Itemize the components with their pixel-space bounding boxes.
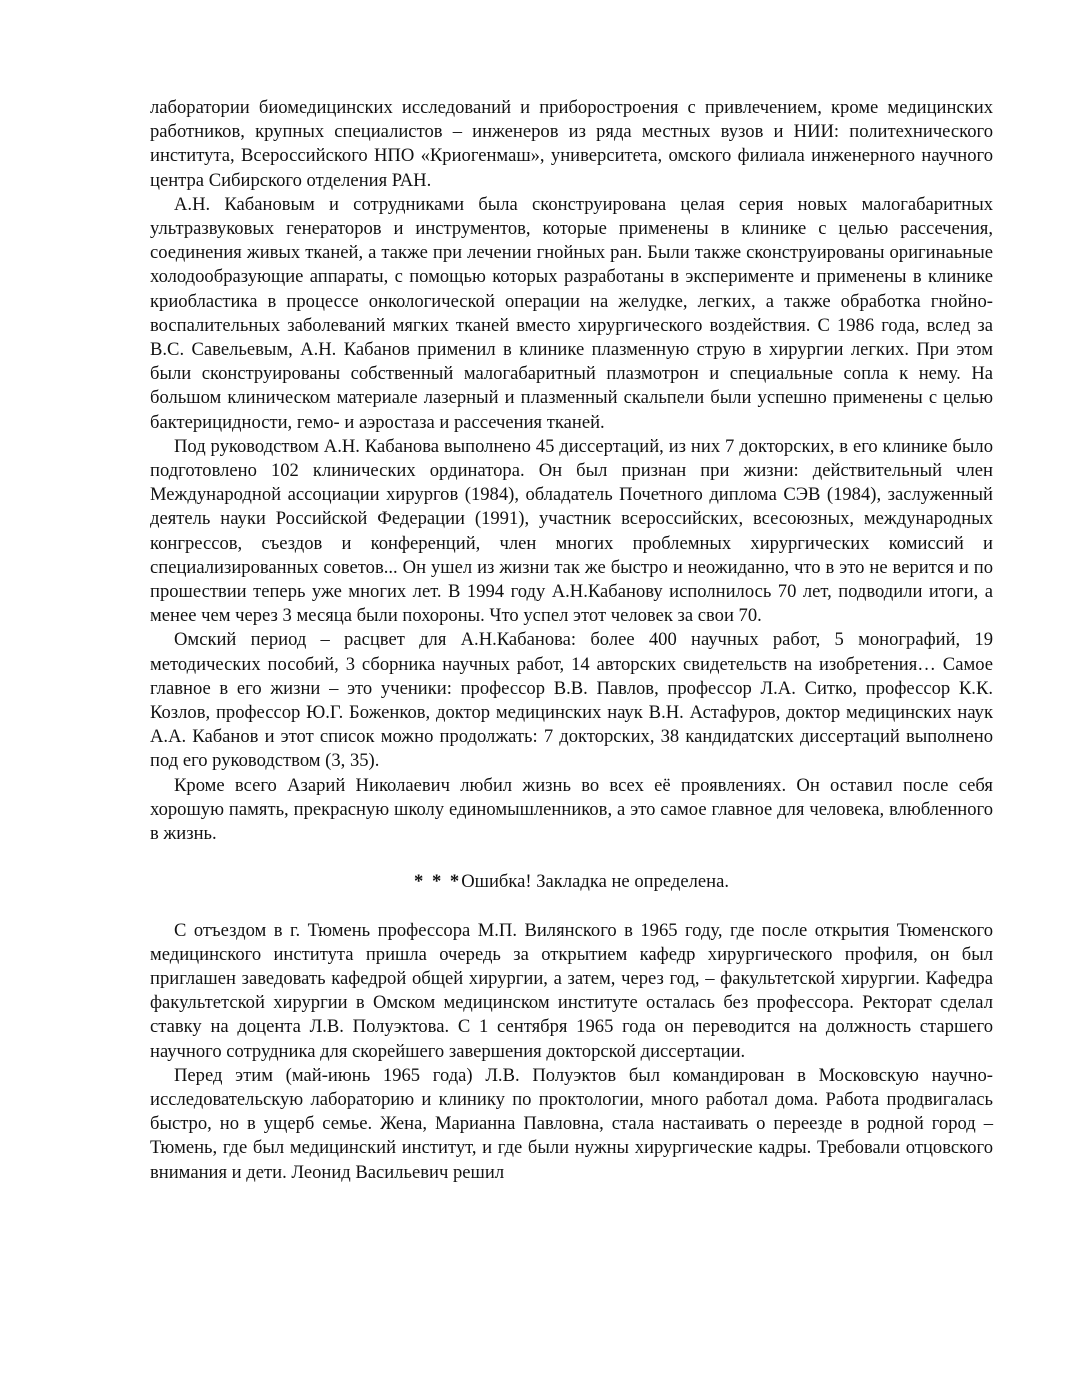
- section-break-stars: * * *: [414, 871, 462, 893]
- paragraph-6: С отъездом в г. Тюмень профессора М.П. Вилянского в 1965 году, где после открытия Тюменского медицинского института пришла очередь за открытием кафедр хирургического профиля, он был приглашен заведовать кафедрой общей хирургии, а затем, через год, – факультетской хирургии. Кафедра факультетской хирургии в Омском медицинском институте осталась без профессора. Ректорат сделал ставку на доцента Л.В. Полуэктова. С 1 сентября 1965 года он переводится на должность старшего научного сотрудника для скорейшего завершения докторской диссертации.: [150, 919, 993, 1062]
- paragraph-2: А.Н. Кабановым и сотрудниками была сконструирована целая серия новых малогабаритных ультразвуковых генераторов и инструментов, которые применены в клинике с целью рассечения, соединения живых тканей, а также при лечении гнойных ран. Были также сконструированы оригинаьные холодообразующие аппараты, с помощью которых разработаны в эксперименте и применены в клинике криобластика в процессе онкологической операции на желудке, легких, а также обработка гнойно-воспалительных заболеваний мягких тканей вместо хирургического воздействия. С 1986 года, вслед за В.С. Савельевым, А.Н. Кабанов применил в клинике плазменную струю в хирургии легких. При этом были сконструированы собственный малогабаритный плазмотрон и специальные сопла к нему. На большом клиническом материале лазерный и плазменный скальпели были успешно применены с целью бактерицидности, гемо- и аэростаза и рассечения тканей.: [150, 193, 993, 433]
- spacer: [150, 846, 993, 870]
- bookmark-error-text: Ошибка! Закладка не определена.: [461, 871, 729, 893]
- paragraph-4: Омский период – расцвет для А.Н.Кабанова: более 400 научных работ, 5 монографий, 19 методических пособий, 3 сборника научных работ, 14 авторских свидетельств на изобретения… Самое главное в его жизни – это ученики: профессор В.В. Павлов, профессор Л.А. Ситко, профессор К.К. Козлов, профессор Ю.Г. Боженков, доктор медицинских наук В.Н. Астафуров, доктор медицинских наук А.А. Кабанов и этот список можно продолжать: 7 докторских, 38 кандидатских диссертаций выполнено под его руководством (3, 35).: [150, 629, 993, 772]
- section-break: [150, 870, 993, 894]
- paragraph-5: Кроме всего Азарий Николаевич любил жизнь во всех её проявлениях. Он оставил после себя хорошую память, прекрасную школу единомышленников, а это самое главное для человека, влюбленного в жизнь.: [150, 774, 993, 845]
- paragraph-7: Перед этим (май-июнь 1965 года) Л.В. Полуэктов был командирован в Московскую научно-исследовательскую лабораторию и клинику по проктологии, много работал дома. Работа продвигалась быстро, но в ущерб семье. Жена, Марианна Павловна, стала настаивать о переезде в родной город – Тюмень, где был медицинский институт, и где были нужны хирургические кадры. Требовали отцовского внимания и дети. Леонид Васильевич решил: [150, 1064, 993, 1183]
- paragraph-1: лаборатории биомедицинских исследований и приборостроения с привлечением, кроме медицинских работников, крупных специалистов – инженеров из ряда местных вузов и НИИ: политехнического института, Всероссийского НПО «Криогенмаш», университета, омского филиала инженерного научного центра Сибирского отделения РАН.: [150, 97, 993, 191]
- document-page: [150, 96, 993, 1185]
- paragraph-3: Под руководством А.Н. Кабанова выполнено 45 диссертаций, из них 7 докторских, в его клинике было подготовлено 102 клинических ординатора. Он был признан при жизни: действительный член Международной ассоциации хирургов (1984), обладатель Почетного диплома СЭВ (1984), заслуженный деятель науки Российской Федерации (1991), участник всероссийских, всесоюзных, международных конгрессов, съездов и конференций, член многих проблемных хирургических комиссий и специализированных советов... Он ушел из жизни так же быстро и неожиданно, что в это не верится и по прошествии теперь уже многих лет. В 1994 году А.Н.Кабанову исполнилось 70 лет, подводили итоги, а менее чем через 3 месяца были похороны. Что успел этот человек за свои 70.: [150, 435, 993, 627]
- spacer: [150, 895, 993, 919]
